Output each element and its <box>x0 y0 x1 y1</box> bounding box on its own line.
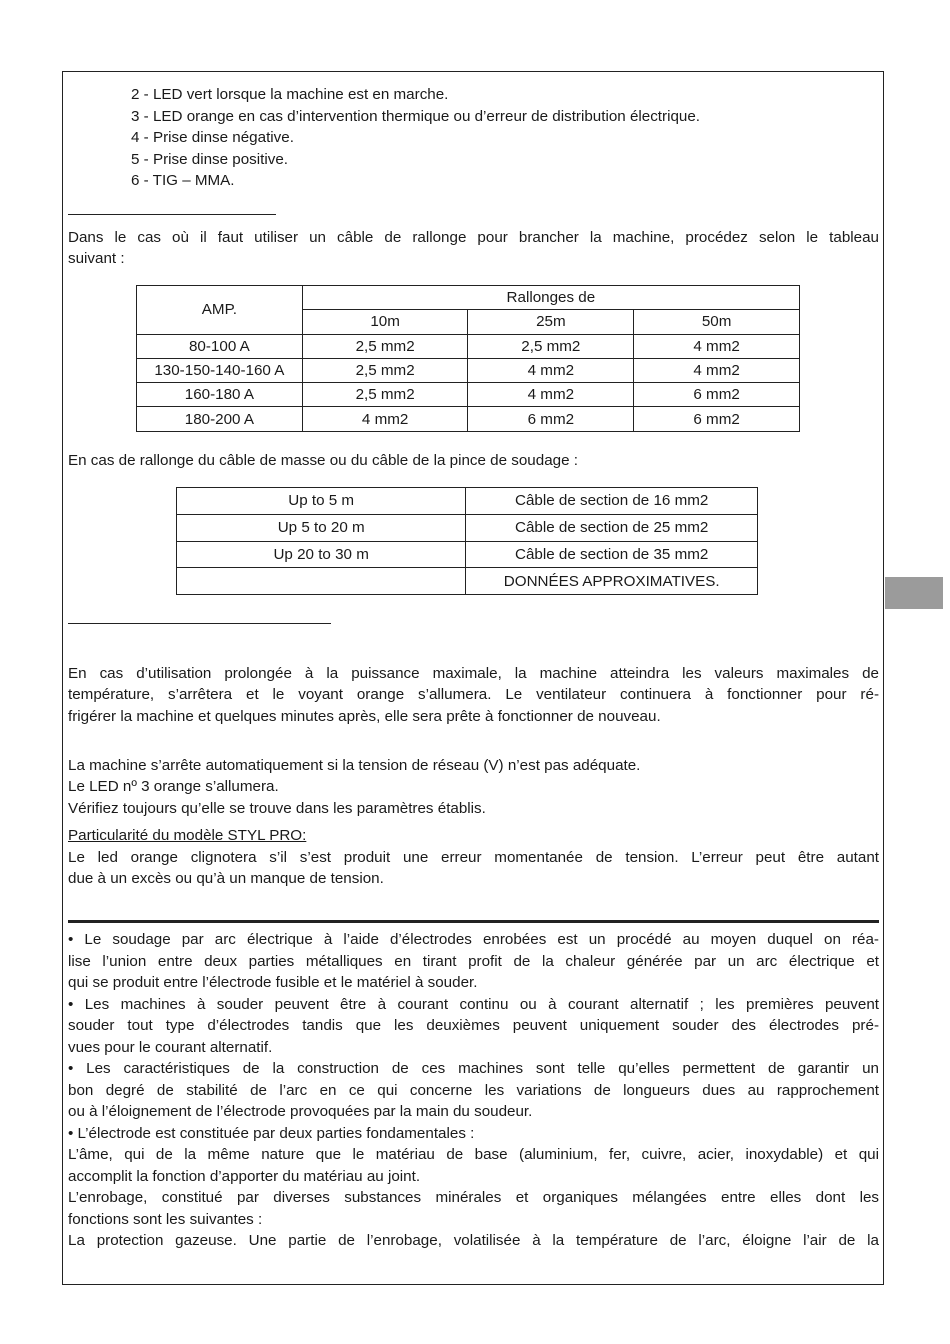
section-cell: 4 mm2 <box>634 334 800 358</box>
section-rule <box>68 214 276 215</box>
section-cell: 6 mm2 <box>634 383 800 407</box>
paragraph-line: L’âme, qui de la même nature que le matériau de base (aluminium, fer, cuivre, acier, inoxydable) et qui <box>68 1146 879 1163</box>
list-item: 2 - LED vert lorsque la machine est en marche. <box>131 86 449 103</box>
ground-cable-table <box>176 487 758 595</box>
list-item: 5 - Prise dinse positive. <box>131 151 289 168</box>
list-item: 6 - TIG – MMA. <box>131 172 235 189</box>
amp-cell: 80-100 A <box>137 334 303 358</box>
extensions-header: Rallonges de <box>302 286 799 310</box>
section-cell: Câble de section de 35 mm2 <box>466 541 758 568</box>
paragraph-line: ou à l’éloignement de l’électrode provoquées par la main du soudeur. <box>68 1103 533 1120</box>
paragraph-line: frigérer la machine et quelques minutes après, elle sera prête à fonctionner de nouveau. <box>68 708 661 725</box>
section-cell: 2,5 mm2 <box>302 383 468 407</box>
side-tab-marker <box>885 577 943 609</box>
paragraph-line: L’enrobage, constitué par diverses substances minérales et organiques mélangées entre elles dont les <box>68 1189 879 1206</box>
paragraph-line: En cas d’utilisation prolongée à la puissance maximale, la machine atteindra les valeurs maximales de <box>68 665 879 682</box>
paragraph-line: Le LED nº 3 orange s’allumera. <box>68 778 279 795</box>
paragraph-line: Le led orange clignotera s’il s’est produit une erreur momentanée de tension. L’erreur peut être autant <box>68 849 879 866</box>
section-cell: 6 mm2 <box>468 407 634 431</box>
list-item: 4 - Prise dinse négative. <box>131 129 294 146</box>
length-cell: Up to 5 m <box>177 488 466 515</box>
section-cell: 2,5 mm2 <box>302 334 468 358</box>
paragraph-line: • Les caractéristiques de la construction de ces machines sont telle qu’elles permettent de garantir un <box>68 1060 879 1077</box>
paragraph-line: fonctions sont les suivantes : <box>68 1211 263 1228</box>
paragraph-line: • Le soudage par arc électrique à l’aide d’électrodes enrobées est un procédé au moyen duquel on réa- <box>68 931 879 948</box>
length-cell: Up 20 to 30 m <box>177 541 466 568</box>
paragraph-line: La machine s’arrête automatiquement si la tension de réseau (V) n’est pas adéquate. <box>68 757 641 774</box>
length-header: 25m <box>468 310 634 334</box>
section-cell: Câble de section de 16 mm2 <box>466 488 758 515</box>
table-row <box>177 514 758 541</box>
section-cell: 6 mm2 <box>634 407 800 431</box>
paragraph-line: accomplit la fonction d’apporter du matériau au joint. <box>68 1168 421 1185</box>
paragraph-line: lise l’union entre deux parties métalliques en tirant profit de la chaleur générée par un arc électrique et <box>68 953 879 970</box>
table-row <box>137 407 800 431</box>
paragraph-line: souder tout type d’électrodes tandis que les deuxièmes peuvent uniquement souder des électrodes pré- <box>68 1017 879 1034</box>
table-row <box>137 383 800 407</box>
table-row <box>177 568 758 595</box>
styl-pro-title: Particularité du modèle STYL PRO: <box>68 827 307 844</box>
paragraph-line: bon degré de stabilité de l’arc en ce qui concerne les variations de longueurs dues au rapprochement <box>68 1082 879 1099</box>
table-row <box>137 358 800 382</box>
section-cell: 4 mm2 <box>302 407 468 431</box>
section-cell: 2,5 mm2 <box>468 334 634 358</box>
paragraph-line: La protection gazeuse. Une partie de l’enrobage, volatilisée à la température de l’arc, éloigne l’air de la <box>68 1232 879 1249</box>
length-header: 50m <box>634 310 800 334</box>
length-header: 10m <box>302 310 468 334</box>
ground-cable-intro: En cas de rallonge du câble de masse ou du câble de la pince de soudage : <box>68 452 578 469</box>
amp-cell: 160-180 A <box>137 383 303 407</box>
amp-cell: 180-200 A <box>137 407 303 431</box>
length-cell <box>177 568 466 595</box>
table-row <box>177 488 758 515</box>
extension-intro: Dans le cas où il faut utiliser un câble de rallonge pour brancher la machine, procédez selon le tableau <box>68 229 879 246</box>
paragraph-line: • Les machines à souder peuvent être à courant continu ou à courant alternatif ; les premières peuvent <box>68 996 879 1013</box>
paragraph-line: Vérifiez toujours qu’elle se trouve dans les paramètres établis. <box>68 800 486 817</box>
paragraph-line: vues pour le courant alternatif. <box>68 1039 273 1056</box>
paragraph-line: • L’électrode est constituée par deux parties fondamentales : <box>68 1125 475 1142</box>
section-cell: 4 mm2 <box>468 383 634 407</box>
section-cell: 2,5 mm2 <box>302 358 468 382</box>
section-rule <box>68 623 331 624</box>
section-cell: 4 mm2 <box>468 358 634 382</box>
list-item: 3 - LED orange en cas d’intervention thermique ou d’erreur de distribution électrique. <box>131 108 701 125</box>
section-cell: 4 mm2 <box>634 358 800 382</box>
table-row <box>177 541 758 568</box>
note-cell: DONNÉES APPROXIMATIVES. <box>466 568 758 595</box>
section-cell: Câble de section de 25 mm2 <box>466 514 758 541</box>
table-row <box>137 334 800 358</box>
amp-cell: 130-150-140-160 A <box>137 358 303 382</box>
length-cell: Up 5 to 20 m <box>177 514 466 541</box>
paragraph-line: qui se produit entre l’électrode fusible et le matériel à souder. <box>68 974 478 991</box>
paragraph-line: due à un excès ou qu’à un manque de tension. <box>68 870 384 887</box>
extension-intro-cont: suivant : <box>68 250 125 267</box>
section-rule-thick <box>68 920 879 923</box>
extension-table <box>136 285 800 432</box>
paragraph-line: température, s’arrêtera et le voyant orange s’allumera. Le ventilateur continuera à fonctionner pour ré- <box>68 686 879 703</box>
amp-header: AMP. <box>137 286 303 335</box>
